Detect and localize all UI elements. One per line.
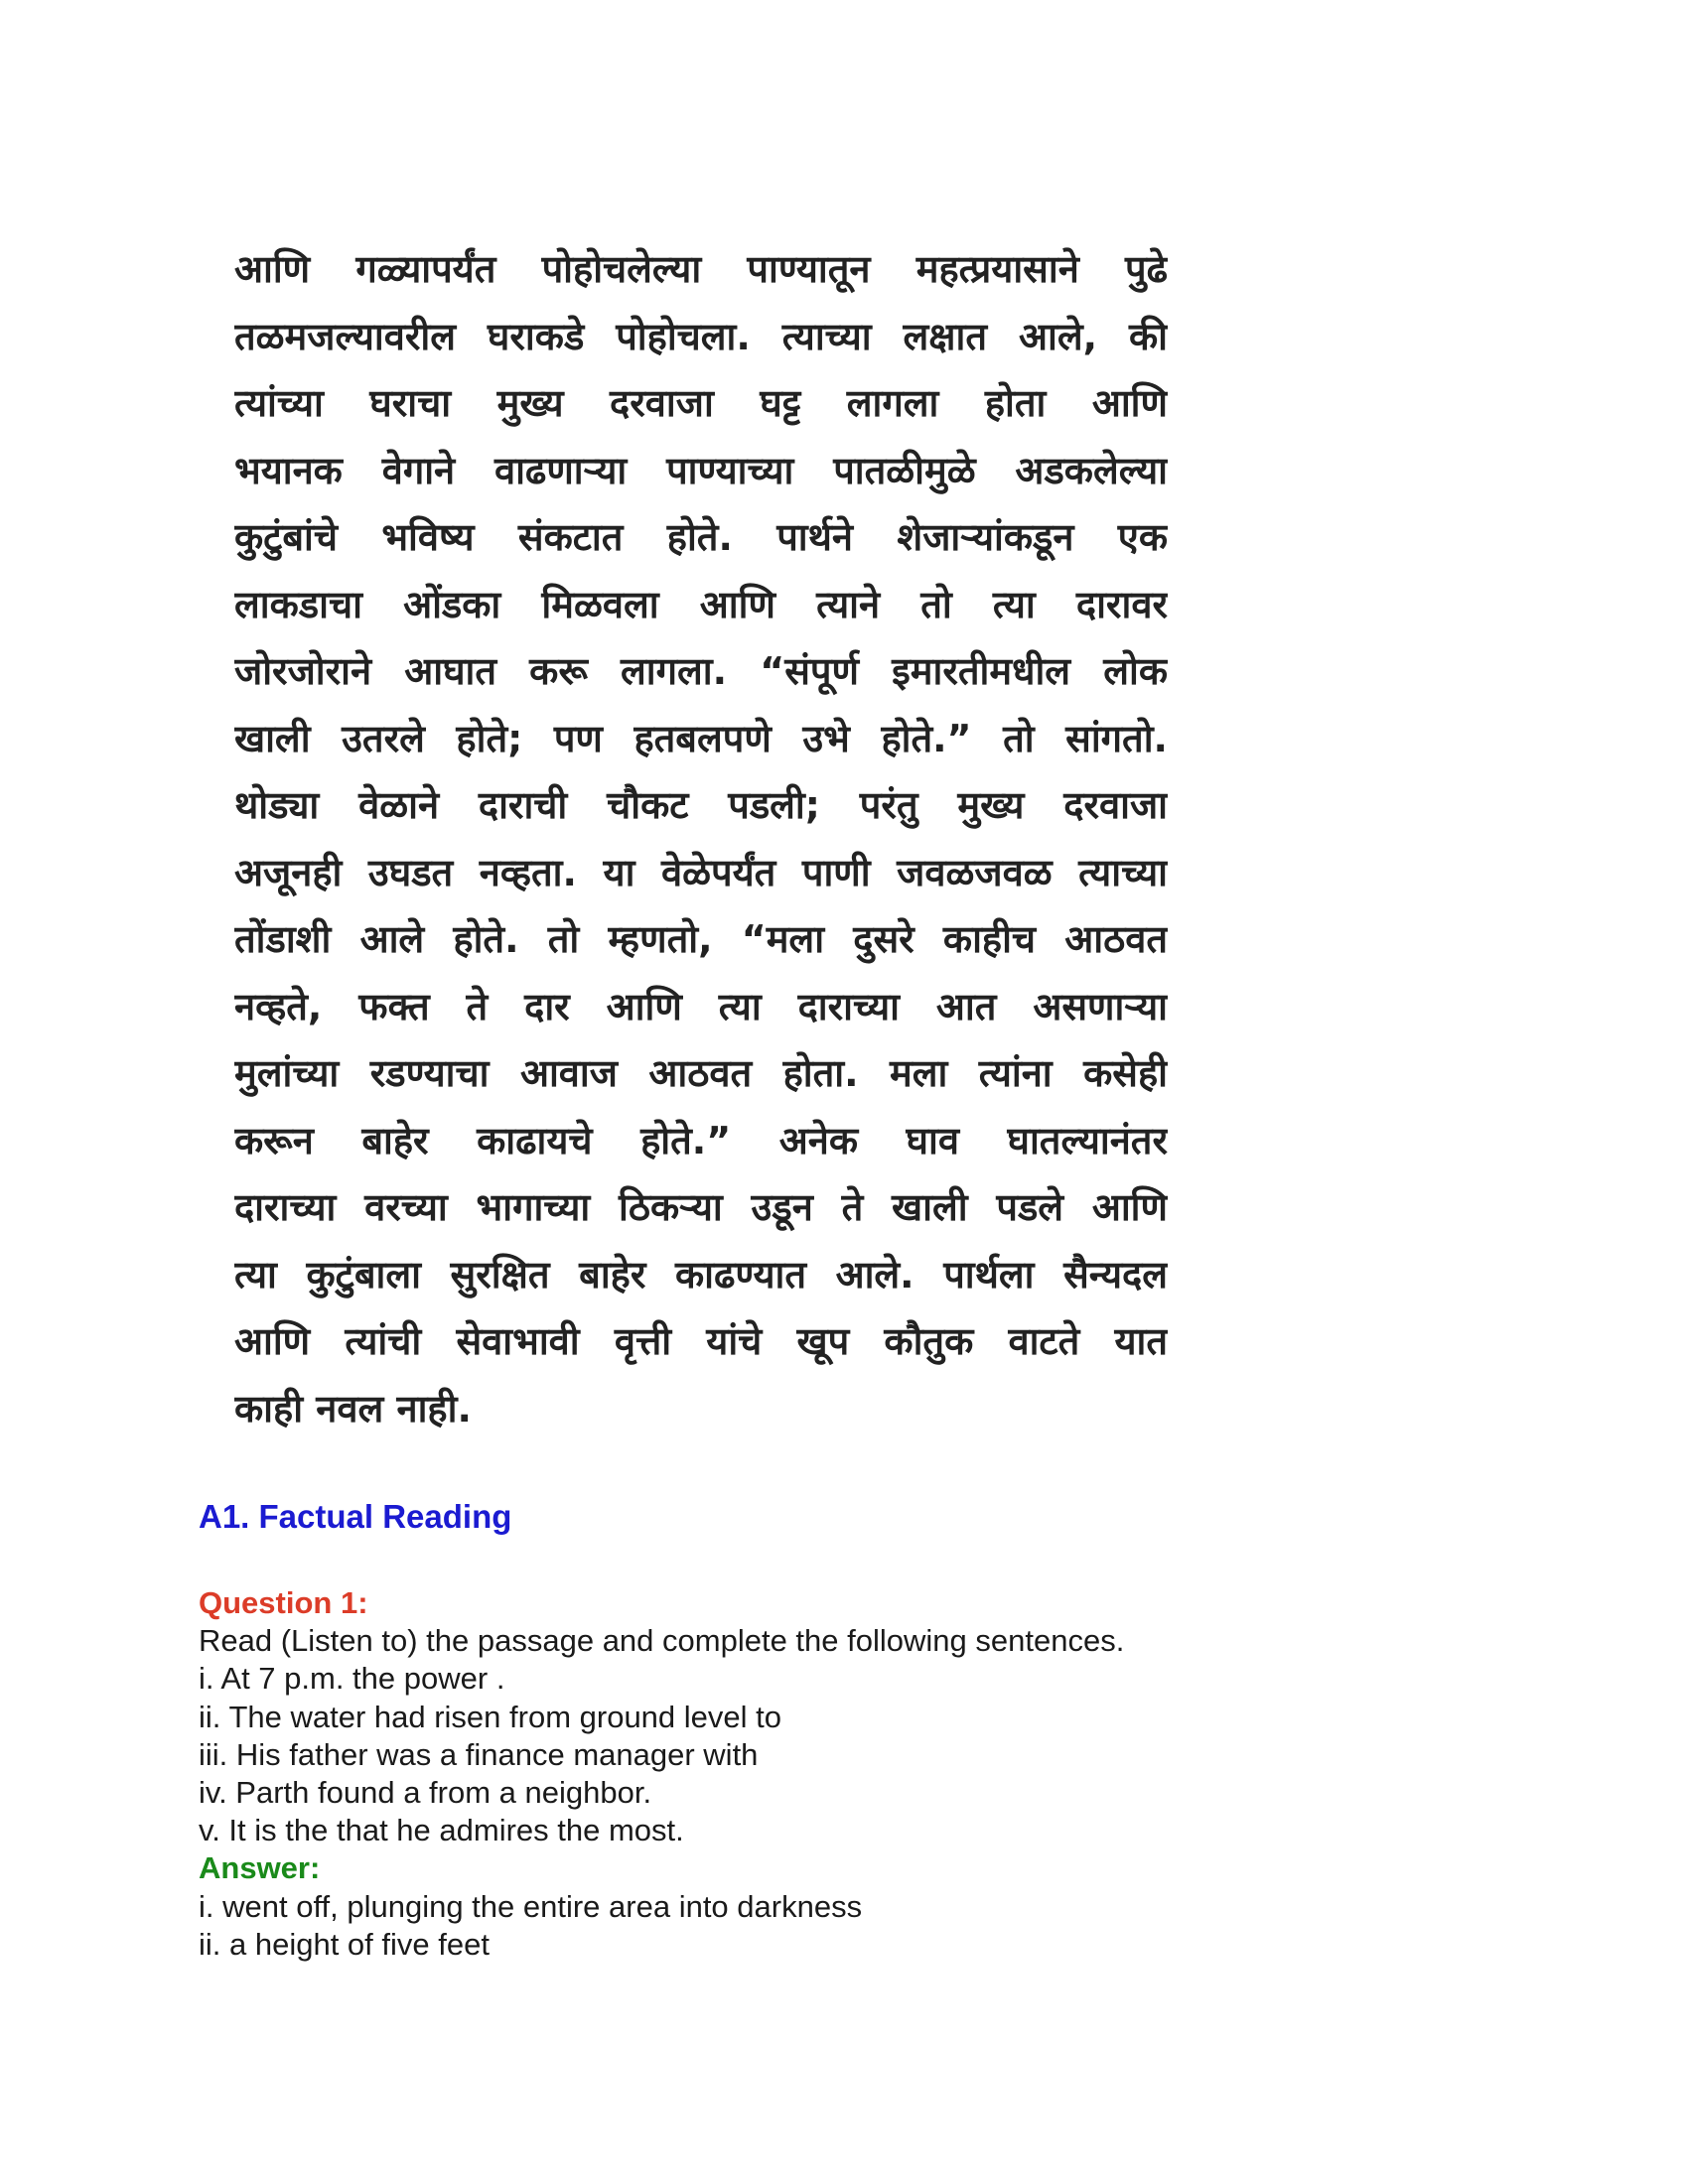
passage-line: काही नवल नाही. [234,1386,472,1431]
section-heading: A1. Factual Reading [199,1498,512,1535]
passage-line: तळमजल्यावरील घराकडे पोहोचला. त्याच्या लक्षात आले, की [234,314,1168,358]
question-item: i. At 7 p.m. the power . [199,1661,505,1697]
marathi-passage [234,236,1168,1442]
passage-line: अजूनही उघडत नव्हता. या वेळेपर्यंत पाणी जवळजवळ त्याच्या [234,850,1168,894]
answer-item: i. went off, plunging the entire area into darkness [199,1888,863,1924]
passage-line: दाराच्या वरच्या भागाच्या ठिकऱ्या उडून ते खाली पडले आणि [234,1185,1168,1229]
passage-line: करून बाहेर काढायचे होते.” अनेक घाव घातल्यानंतर [234,1118,1168,1162]
passage-line: नव्हते, फक्त ते दार आणि त्या दाराच्या आत असणाऱ्या [234,984,1168,1028]
question-item: iv. Parth found a from a neighbor. [199,1774,652,1810]
answer-label: Answer: [199,1850,321,1886]
passage-line: त्या कुटुंबाला सुरक्षित बाहेर काढण्यात आले. पार्थला सैन्यदल [234,1252,1168,1297]
passage-line: लाकडाचा ओंडका मिळवला आणि त्याने तो त्या दारावर [234,582,1168,626]
question-item: v. It is the that he admires the most. [199,1813,684,1848]
passage-line: त्यांच्या घराचा मुख्य दरवाजा घट्ट लागला होता आणि [234,381,1168,425]
passage-line: आणि त्यांची सेवाभावी वृत्ती यांचे खूप कौतुक वाटते यात [234,1319,1168,1363]
passage-line: भयानक वेगाने वाढणाऱ्या पाण्याच्या पातळीमुळे अडकलेल्या [234,448,1168,492]
passage-line: मुलांच्या रडण्याचा आवाज आठवत होता. मला त्यांना कसेही [234,1051,1168,1095]
question-instruction: Read (Listen to) the passage and complete the following sentences. [199,1623,1125,1659]
passage-line: कुटुंबांचे भविष्य संकटात होते. पार्थने शेजाऱ्यांकडून एक [234,515,1168,559]
passage-line: खाली उतरले होते; पण हतबलपणे उभे होते.” तो सांगतो. [234,716,1168,760]
question-item: iii. His father was a finance manager with [199,1736,759,1772]
passage-line: जोरजोराने आघात करू लागला. “संपूर्ण इमारतीमधील लोक [234,649,1168,693]
question-item: ii. The water had risen from ground level to [199,1699,782,1734]
question-label: Question 1: [199,1585,368,1620]
question-answer-block [199,1584,1489,1964]
passage-line: तोंडाशी आले होते. तो म्हणतो, “मला दुसरे काहीच आठवत [234,917,1168,961]
passage-line: आणि गळ्यापर्यंत पोहोचलेल्या पाण्यातून महत्प्रयासाने पुढे [234,247,1168,291]
answer-item: ii. a height of five feet [199,1926,490,1962]
passage-line: थोड्या वेळाने दाराची चौकट पडली; परंतु मुख्य दरवाजा [234,783,1168,827]
